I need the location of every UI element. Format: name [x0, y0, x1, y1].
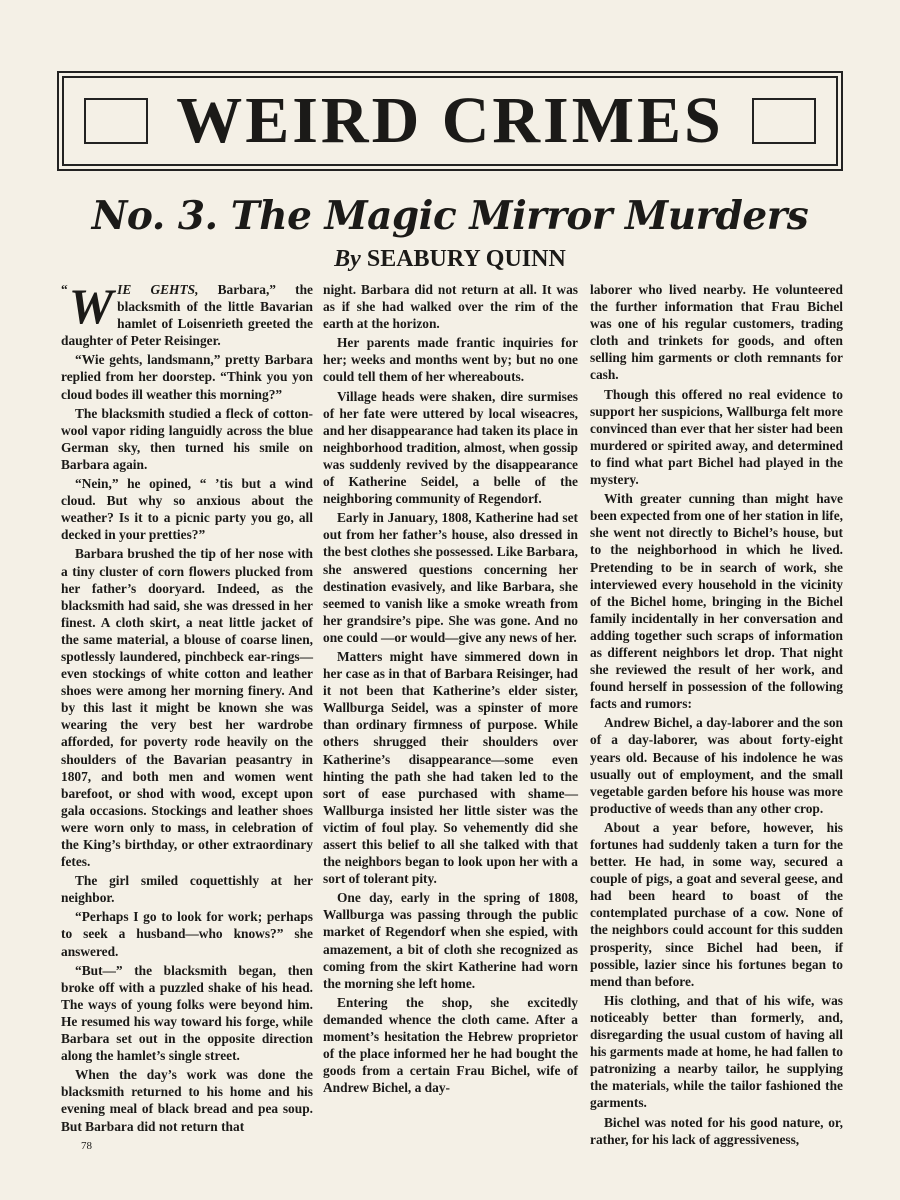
article-title: No. 3. The Magic Mirror Murders	[91, 193, 809, 239]
lead-text: Barbara,” the blacksmith of the little Bavarian hamlet of Loisenrieth greeted the daughter of Peter Reisinger.	[61, 282, 313, 349]
paragraph: Andrew Bichel, a day-laborer and the son of a day-laborer, was about forty-eight years old. Because of his indolence he was usually out of employment, and the small vegetable garden before his house was more productive of weeds than any other crop.	[590, 715, 843, 816]
paragraph: Her parents made frantic inquiries for her; weeks and months went by; but no one could tell them of her whereabouts.	[323, 335, 578, 385]
paragraph: With greater cunning than might have been expected from one of her station in life, she went not directly to Bichel’s house, but to the neighborhood in which he lived. Pretending to be in search of work, she interviewed every household in the vicinity of the Bichel home, bringing in the Bichel family incidentally in her conversation and adding together such scraps of information as different neighbors let drop. That night she reviewed the result of her work, and found herself in possession of the following facts and rumors:	[590, 491, 843, 712]
paragraph: night. Barbara did not return at all. It was as if she had walked over the rim of the earth at the horizon.	[323, 282, 578, 332]
paragraph: One day, early in the spring of 1808, Wallburga was passing through the public market of Regendorf when she espied, with amazement, a bit of cloth she recognized as coming from the skirt Katherine had worn the morning she left home.	[323, 890, 578, 991]
paragraph: The girl smiled coquettishly at her neighbor.	[61, 873, 313, 906]
paragraph: Village heads were shaken, dire surmises of her fate were uttered by local wiseacres, and her disappearance had taken its place in neighborhood tradition, almost, when gossip was suddenly revived by the disappearance of Katherine Seidel, a belle of the neighboring community of Regendorf.	[323, 388, 578, 507]
drop-cap: W	[68, 278, 114, 334]
page-number: 78	[81, 1139, 92, 1152]
column-1	[61, 278, 313, 1153]
banner-square-left	[84, 98, 148, 144]
paragraph: “Nein,” he opined, “ ’tis but a wind cloud. But why so anxious about the weather? Is it to a picnic party you go, all decked in your pretties?”	[61, 476, 313, 543]
paragraph: “But—” the blacksmith began, then broke off with a puzzled shake of his head. The ways of young folks were beyond him. He resumed his way toward his forge, while Barbara set out in the opposite direction along the hamlet’s single street.	[61, 962, 313, 1064]
paragraph: His clothing, and that of his wife, was noticeably better than formerly, and, disregarding the usual custom of having all his garments made at home, he had fallen to patronizing a nearby tailor, he supplying the materials, while the tailor fashioned the garments.	[590, 992, 843, 1111]
paragraph: “Perhaps I go to look for work; perhaps to seek a husband—who knows?” she answered.	[61, 909, 313, 959]
lead-italic: IE GEHTS,	[117, 282, 199, 297]
column-3	[590, 281, 843, 1150]
paragraph: Early in January, 1808, Katherine had set out from her father’s house, also dressed in the best clothes she possessed. Like Barbara, she answered questions concerning her destination evasively, and like Barbara, she seemed to vanish like a smoke wreath from her grandsire’s pipe. She was gone. And no one could —or would—give any news of her.	[323, 510, 578, 645]
banner-square-right	[752, 98, 816, 144]
byline	[0, 245, 900, 273]
paragraph: “Wie gehts, landsmann,” pretty Barbara replied from her doorstep. “Think you yon cloud bodes ill weather this morning?”	[61, 352, 313, 402]
paragraph: When the day’s work was done the blacksmith returned to his home and his evening meal of black bread and pea soup. But Barbara did not return that	[61, 1067, 313, 1134]
section-title: WEIRD CRIMES	[176, 84, 724, 157]
section-banner	[57, 71, 843, 171]
paragraph: Barbara brushed the tip of her nose with a tiny cluster of corn flowers plucked from her father’s dooryard. Indeed, as the blacksmith had said, she was dressed in her finest. A cloth skirt, a neat little jacket of the same material, a blouse of coarse linen, spotlessly laundered, pinchbeck ear-rings—even stockings of white cotton and leather shoes were among her morning finery. And by this last it might be known she was wearing the very best her wardrobe afforded, for poverty rode heavily on the shoulders of the Bavarian peasantry in 1807, and both men and women went barefoot, or shod with wood, except upon gala occasions. Stockings and leather shoes were worn only to mass, in celebration of the King’s birthday, or other extraordinary fetes.	[61, 546, 313, 870]
author-name: SEABURY QUINN	[366, 246, 566, 272]
paragraph: Though this offered no real evidence to support her suspicions, Wallburga felt more convinced than ever that her sister had been murdered or spirited away, and determined to find what part Bichel had played in the mystery.	[590, 386, 843, 488]
paragraph: Bichel was noted for his good nature, or, rather, for his lack of aggressiveness,	[590, 1114, 843, 1147]
byline-prefix: By	[334, 246, 361, 272]
opening-quote: “	[61, 282, 68, 297]
banner-frame	[62, 76, 838, 166]
column-2	[323, 281, 578, 1098]
paragraph: laborer who lived nearby. He volunteered the further information that Frau Bichel was one of his regular customers, trading cloth and trinkets for goods, and often selling him garments or cloth remnants for cash.	[590, 282, 843, 383]
paragraph: The blacksmith studied a fleck of cotton-wool vapor riding languidly across the blue German sky, then turned his smile on Barbara again.	[61, 405, 313, 472]
paragraph: Entering the shop, she excitedly demanded whence the cloth came. After a moment’s hesitation the Hebrew proprietor of the place informed her he had bought the goods from a certain Frau Bichel, wife of Andrew Bichel, a day-	[323, 994, 578, 1096]
paragraph: Matters might have simmered down in her case as in that of Barbara Reisinger, had it not been that Katherine’s elder sister, Wallburga Seidel, was a spinster of more than ordinary firmness of purpose. While others shrugged their shoulders over Katherine’s disappearance—some even hinting the path she had taken led to the sort of ease purchased with shame—Wallburga insisted her little sister was the victim of foul play. So vehemently did she assert this belief to all she talked with that the neighbors began to look upon her with a sort of tolerant pity.	[323, 648, 578, 887]
paragraph: About a year before, however, his fortunes had suddenly taken a turn for the better. He had, in some way, secured a couple of pigs, a goat and several geese, and had been heard to boast of the contemplated purchase of a cow. None of the neighbors could account for this sudden prosperity, since Bichel had been, if possible, lazier since his fortunes began to mend than before.	[590, 819, 843, 989]
opening-paragraph	[61, 278, 313, 349]
